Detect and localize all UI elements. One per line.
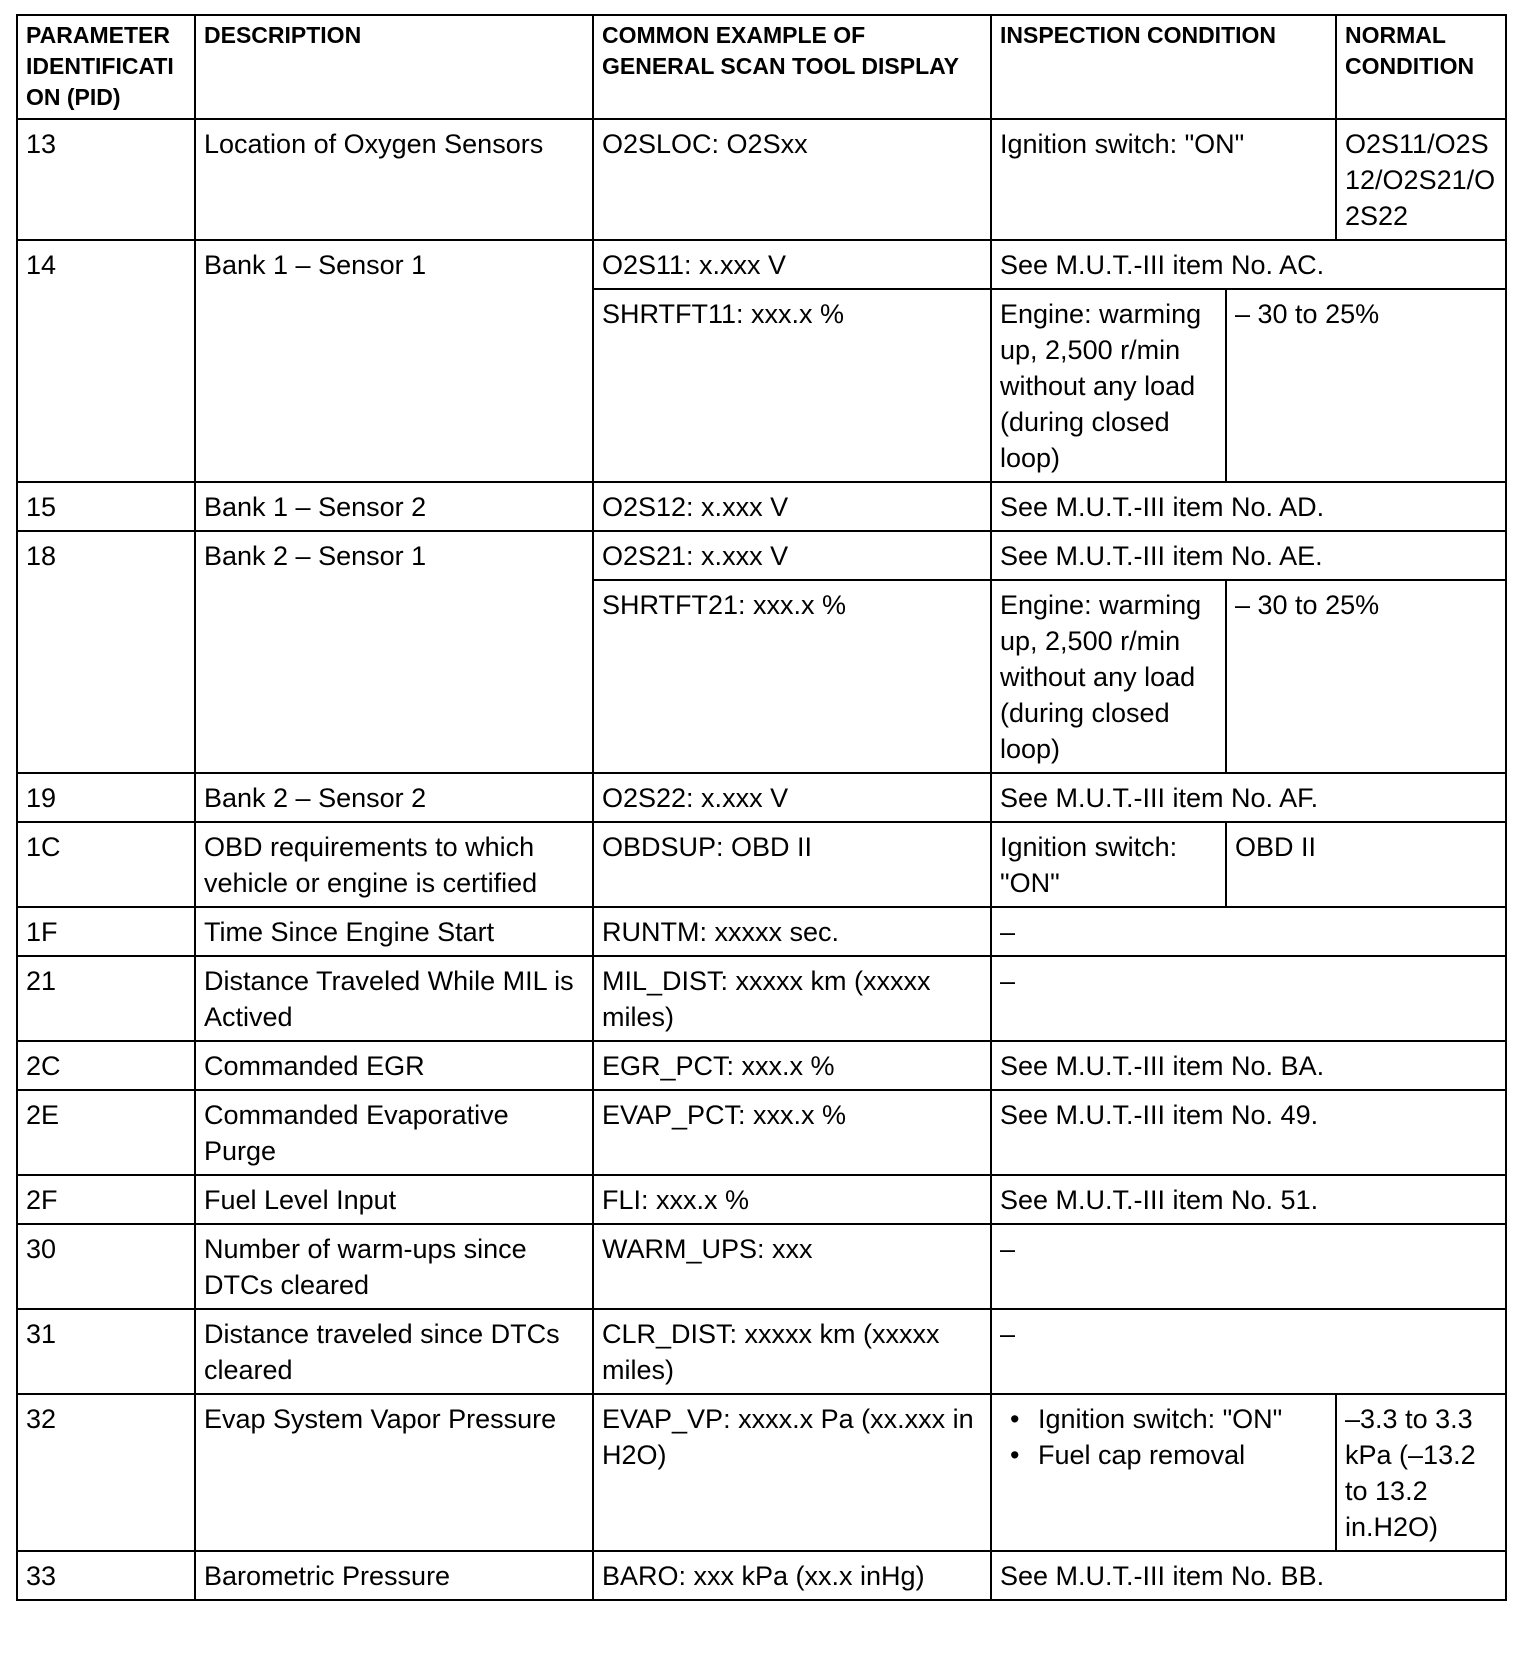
cell-pid: 2E <box>17 1090 195 1175</box>
cell-description: Distance Traveled While MIL is Actived <box>195 956 593 1041</box>
cell-pid: 30 <box>17 1224 195 1309</box>
table-row <box>17 240 1506 289</box>
cell-pid: 33 <box>17 1551 195 1600</box>
cell-description: Barometric Pressure <box>195 1551 593 1600</box>
cell-description: Fuel Level Input <box>195 1175 593 1224</box>
cell-inspection <box>991 1394 1336 1551</box>
table-row <box>17 907 1506 956</box>
cell-display: O2S11: x.xxx V <box>593 240 991 289</box>
header-normal: NORMAL CONDITION <box>1336 15 1506 119</box>
cell-display: BARO: xxx kPa (xx.x inHg) <box>593 1551 991 1600</box>
cell-see-reference: See M.U.T.-III item No. AD. <box>991 482 1506 531</box>
table-row <box>17 1551 1506 1600</box>
cell-display: O2S22: x.xxx V <box>593 773 991 822</box>
cell-description: Evap System Vapor Pressure <box>195 1394 593 1551</box>
table-row <box>17 531 1506 580</box>
cell-see-reference: See M.U.T.-III item No. AC. <box>991 240 1506 289</box>
cell-display: O2S21: x.xxx V <box>593 531 991 580</box>
table-row <box>17 1394 1506 1551</box>
cell-display: MIL_DIST: xxxxx km (xxxxx miles) <box>593 956 991 1041</box>
cell-display: O2SLOC: O2Sxx <box>593 119 991 240</box>
cell-description: Number of warm-ups since DTCs cleared <box>195 1224 593 1309</box>
table-header-row <box>17 15 1506 119</box>
cell-description: Location of Oxygen Sensors <box>195 119 593 240</box>
cell-see-reference: See M.U.T.-III item No. 49. <box>991 1090 1506 1175</box>
cell-display: O2S12: x.xxx V <box>593 482 991 531</box>
cell-normal: –3.3 to 3.3 kPa (–13.2 to 13.2 in.H2O) <box>1336 1394 1506 1551</box>
cell-pid: 14 <box>17 240 195 482</box>
cell-normal: – 30 to 25% <box>1226 289 1506 482</box>
cell-normal: OBD II <box>1226 822 1506 907</box>
table-row <box>17 1090 1506 1175</box>
cell-see-reference: See M.U.T.-III item No. AF. <box>991 773 1506 822</box>
cell-inspection: Engine: warming up, 2,500 r/min without any load (during closed loop) <box>991 289 1226 482</box>
inspection-bullet-item: • Fuel cap removal <box>1000 1437 1327 1473</box>
cell-pid: 1F <box>17 907 195 956</box>
inspection-bullet-item: • Ignition switch: "ON" <box>1000 1401 1327 1437</box>
cell-pid: 31 <box>17 1309 195 1394</box>
cell-description: OBD requirements to which vehicle or engine is certified <box>195 822 593 907</box>
header-inspection: INSPECTION CONDITION <box>991 15 1336 119</box>
cell-display: SHRTFT11: xxx.x % <box>593 289 991 482</box>
cell-display: FLI: xxx.x % <box>593 1175 991 1224</box>
cell-display: CLR_DIST: xxxxx km (xxxxx miles) <box>593 1309 991 1394</box>
cell-see-reference: See M.U.T.-III item No. AE. <box>991 531 1506 580</box>
cell-normal: O2S11/O2S12/O2S21/O2S22 <box>1336 119 1506 240</box>
cell-description: Bank 2 – Sensor 1 <box>195 531 593 773</box>
table-row <box>17 822 1506 907</box>
cell-description: Bank 2 – Sensor 2 <box>195 773 593 822</box>
cell-display: WARM_UPS: xxx <box>593 1224 991 1309</box>
table-row <box>17 956 1506 1041</box>
table-row <box>17 773 1506 822</box>
cell-description: Commanded Evaporative Purge <box>195 1090 593 1175</box>
table-row <box>17 1041 1506 1090</box>
table-row <box>17 482 1506 531</box>
cell-pid: 32 <box>17 1394 195 1551</box>
table-row <box>17 1224 1506 1309</box>
cell-inspection: Engine: warming up, 2,500 r/min without any load (during closed loop) <box>991 580 1226 773</box>
cell-see-reference: See M.U.T.-III item No. BA. <box>991 1041 1506 1090</box>
cell-pid: 21 <box>17 956 195 1041</box>
cell-pid: 19 <box>17 773 195 822</box>
cell-description: Commanded EGR <box>195 1041 593 1090</box>
cell-display: EVAP_PCT: xxx.x % <box>593 1090 991 1175</box>
cell-pid: 2F <box>17 1175 195 1224</box>
cell-pid: 1C <box>17 822 195 907</box>
cell-see-reference: – <box>991 1309 1506 1394</box>
cell-display: SHRTFT21: xxx.x % <box>593 580 991 773</box>
document-page <box>16 14 1507 1601</box>
cell-display: EGR_PCT: xxx.x % <box>593 1041 991 1090</box>
cell-see-reference: See M.U.T.-III item No. BB. <box>991 1551 1506 1600</box>
cell-description: Bank 1 – Sensor 2 <box>195 482 593 531</box>
cell-display: OBDSUP: OBD II <box>593 822 991 907</box>
inspection-bullet-list <box>1000 1401 1327 1473</box>
table-row <box>17 1309 1506 1394</box>
cell-display: RUNTM: xxxxx sec. <box>593 907 991 956</box>
header-pid: PARAMETER IDENTIFICATION (PID) <box>17 15 195 119</box>
cell-see-reference: – <box>991 907 1506 956</box>
cell-pid: 13 <box>17 119 195 240</box>
cell-pid: 18 <box>17 531 195 773</box>
cell-normal: – 30 to 25% <box>1226 580 1506 773</box>
table-row <box>17 119 1506 240</box>
cell-see-reference: – <box>991 1224 1506 1309</box>
cell-see-reference: See M.U.T.-III item No. 51. <box>991 1175 1506 1224</box>
pid-table <box>16 14 1507 1601</box>
cell-description: Time Since Engine Start <box>195 907 593 956</box>
cell-pid: 15 <box>17 482 195 531</box>
header-description: DESCRIPTION <box>195 15 593 119</box>
cell-see-reference: – <box>991 956 1506 1041</box>
cell-description: Bank 1 – Sensor 1 <box>195 240 593 482</box>
cell-inspection: Ignition switch: "ON" <box>991 119 1336 240</box>
table-row <box>17 1175 1506 1224</box>
cell-display: EVAP_VP: xxxx.x Pa (xx.xxx in H2O) <box>593 1394 991 1551</box>
header-display: COMMON EXAMPLE OF GENERAL SCAN TOOL DISPLAY <box>593 15 991 119</box>
cell-pid: 2C <box>17 1041 195 1090</box>
cell-description: Distance traveled since DTCs cleared <box>195 1309 593 1394</box>
cell-inspection: Ignition switch: "ON" <box>991 822 1226 907</box>
